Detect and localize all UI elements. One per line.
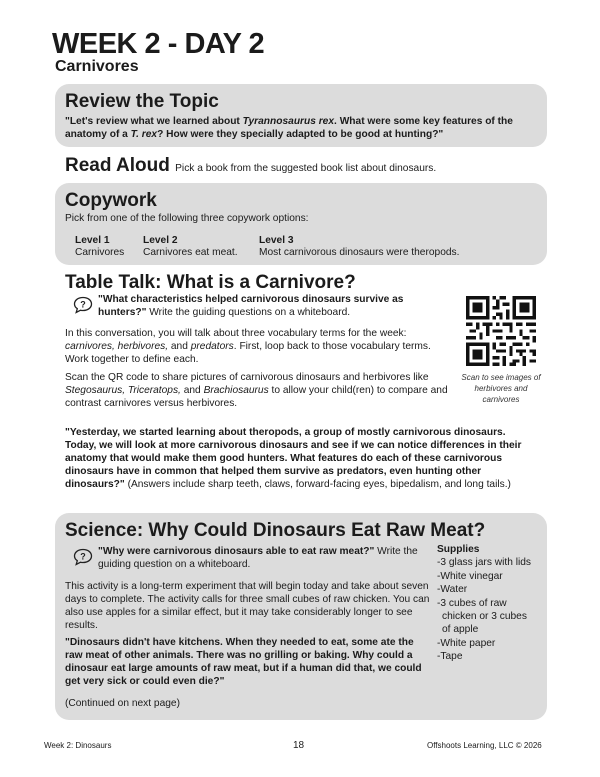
table-talk-paragraph-3: "Yesterday, we started learning about theropods, a group of mostly carnivorous dinosaurs. Today, we will look at more carnivorous dinosaurs and see if we can notice differences in their anatomy that would make them good hunters. What features do each of these carnivorous dinosaurs have in common that helped them survive as predators, even hunting other dinosaurs?" (Answers include sharp teeth, claws, forward-facing eyes, bipedalism, and long tails.): [65, 427, 522, 490]
supply-item: -Water: [437, 584, 468, 596]
footer-copyright: Offshoots Learning, LLC © 2026: [427, 741, 542, 750]
speech-bubble-icon: [73, 296, 93, 314]
copywork-intro: Pick from one of the following three copywork options:: [65, 213, 309, 224]
table-talk-paragraph-2: Scan the QR code to share pictures of carnivorous dinosaurs and herbivores like Stegosaurus, Triceratops, and Brachiosaurus to allow your child(ren) to compare and contrast carnivores versus herbivores.: [65, 372, 448, 409]
level-text: Carnivores: [75, 247, 125, 258]
supply-item: -White paper: [437, 637, 496, 649]
review-topic-section: [55, 84, 547, 147]
continued-note: (Continued on next page): [65, 698, 180, 709]
supply-item: -3 glass jars with lids: [437, 557, 531, 569]
level-label: Level 3: [259, 235, 294, 246]
science-title: Science: Why Could Dinosaurs Eat Raw Meat?: [65, 520, 486, 541]
table-talk-paragraph-1: In this conversation, you will talk about three vocabulary terms for the week: carnivores, herbivores, and predators. First, loop back to those vocabulary terms. Work together to define each.: [65, 328, 431, 365]
science-paragraph-2: "Dinosaurs didn't have kitchens. When they needed to eat, some ate the raw meat of other animals. There was no grilling or baking. Why could a dinosaur eat large amounts of raw meat, but if a human did that, we could get very sick or could even die?": [65, 637, 422, 687]
level-text: Carnivores eat meat.: [143, 247, 238, 258]
science-paragraph-1: This activity is a long-term experiment that will begin today and take about seven days to complete. The activity calls for three small cubes of raw chicken. You can also use apples for a similar effect, but it may take considerably longer to see results.: [65, 581, 430, 631]
supply-item: -3 cubes of raw: [437, 597, 507, 609]
qr-code[interactable]: [466, 296, 536, 366]
science-question: "Why were carnivorous dinosaurs able to eat raw meat?" Write the guiding question on a whiteboard.: [98, 546, 418, 570]
read-aloud-text: Pick a book from the suggested book list about dinosaurs.: [175, 163, 437, 174]
supply-item: -Tape: [437, 651, 463, 663]
supplies-title: Supplies: [437, 544, 480, 555]
copywork-level-1: [75, 235, 137, 258]
page-title: WEEK 2 - DAY 2: [52, 28, 265, 60]
read-aloud-title: Read Aloud: [65, 155, 170, 176]
copywork-level-3: [259, 235, 499, 258]
supplies-list: [437, 543, 542, 664]
svg-text:?: ?: [80, 299, 86, 310]
copywork-section: [55, 183, 547, 265]
supply-item: -White vinegar: [437, 570, 503, 582]
level-label: Level 1: [75, 235, 110, 246]
read-aloud-section: [65, 155, 436, 177]
copywork-level-2: [143, 235, 253, 258]
page-number: 18: [293, 740, 305, 751]
supply-item: chicken or 3 cubes: [442, 611, 527, 623]
qr-caption: Scan to see images of herbivores and carnivores: [461, 373, 541, 404]
supply-item: of apple: [442, 624, 479, 636]
page-subtitle: Carnivores: [55, 58, 139, 75]
review-text: "Let's review what we learned about Tyrannosaurus rex. What were some key features of the anatomy of a T. rex? How were they specially adapted to be good at hunting?": [65, 116, 513, 140]
level-text: Most carnivorous dinosaurs were theropods.: [259, 247, 460, 258]
footer-left: Week 2: Dinosaurs: [44, 741, 112, 750]
svg-text:?: ?: [80, 551, 86, 562]
table-talk-title: Table Talk: What is a Carnivore?: [65, 272, 356, 293]
table-talk-question: "What characteristics helped carnivorous dinosaurs survive as hunters?" Write the guiding questions on a whiteboard.: [98, 294, 404, 318]
speech-bubble-icon: [73, 548, 93, 566]
copywork-title: Copywork: [65, 190, 157, 211]
level-label: Level 2: [143, 235, 178, 246]
copywork-levels: [75, 235, 537, 258]
review-title: Review the Topic: [65, 91, 219, 112]
